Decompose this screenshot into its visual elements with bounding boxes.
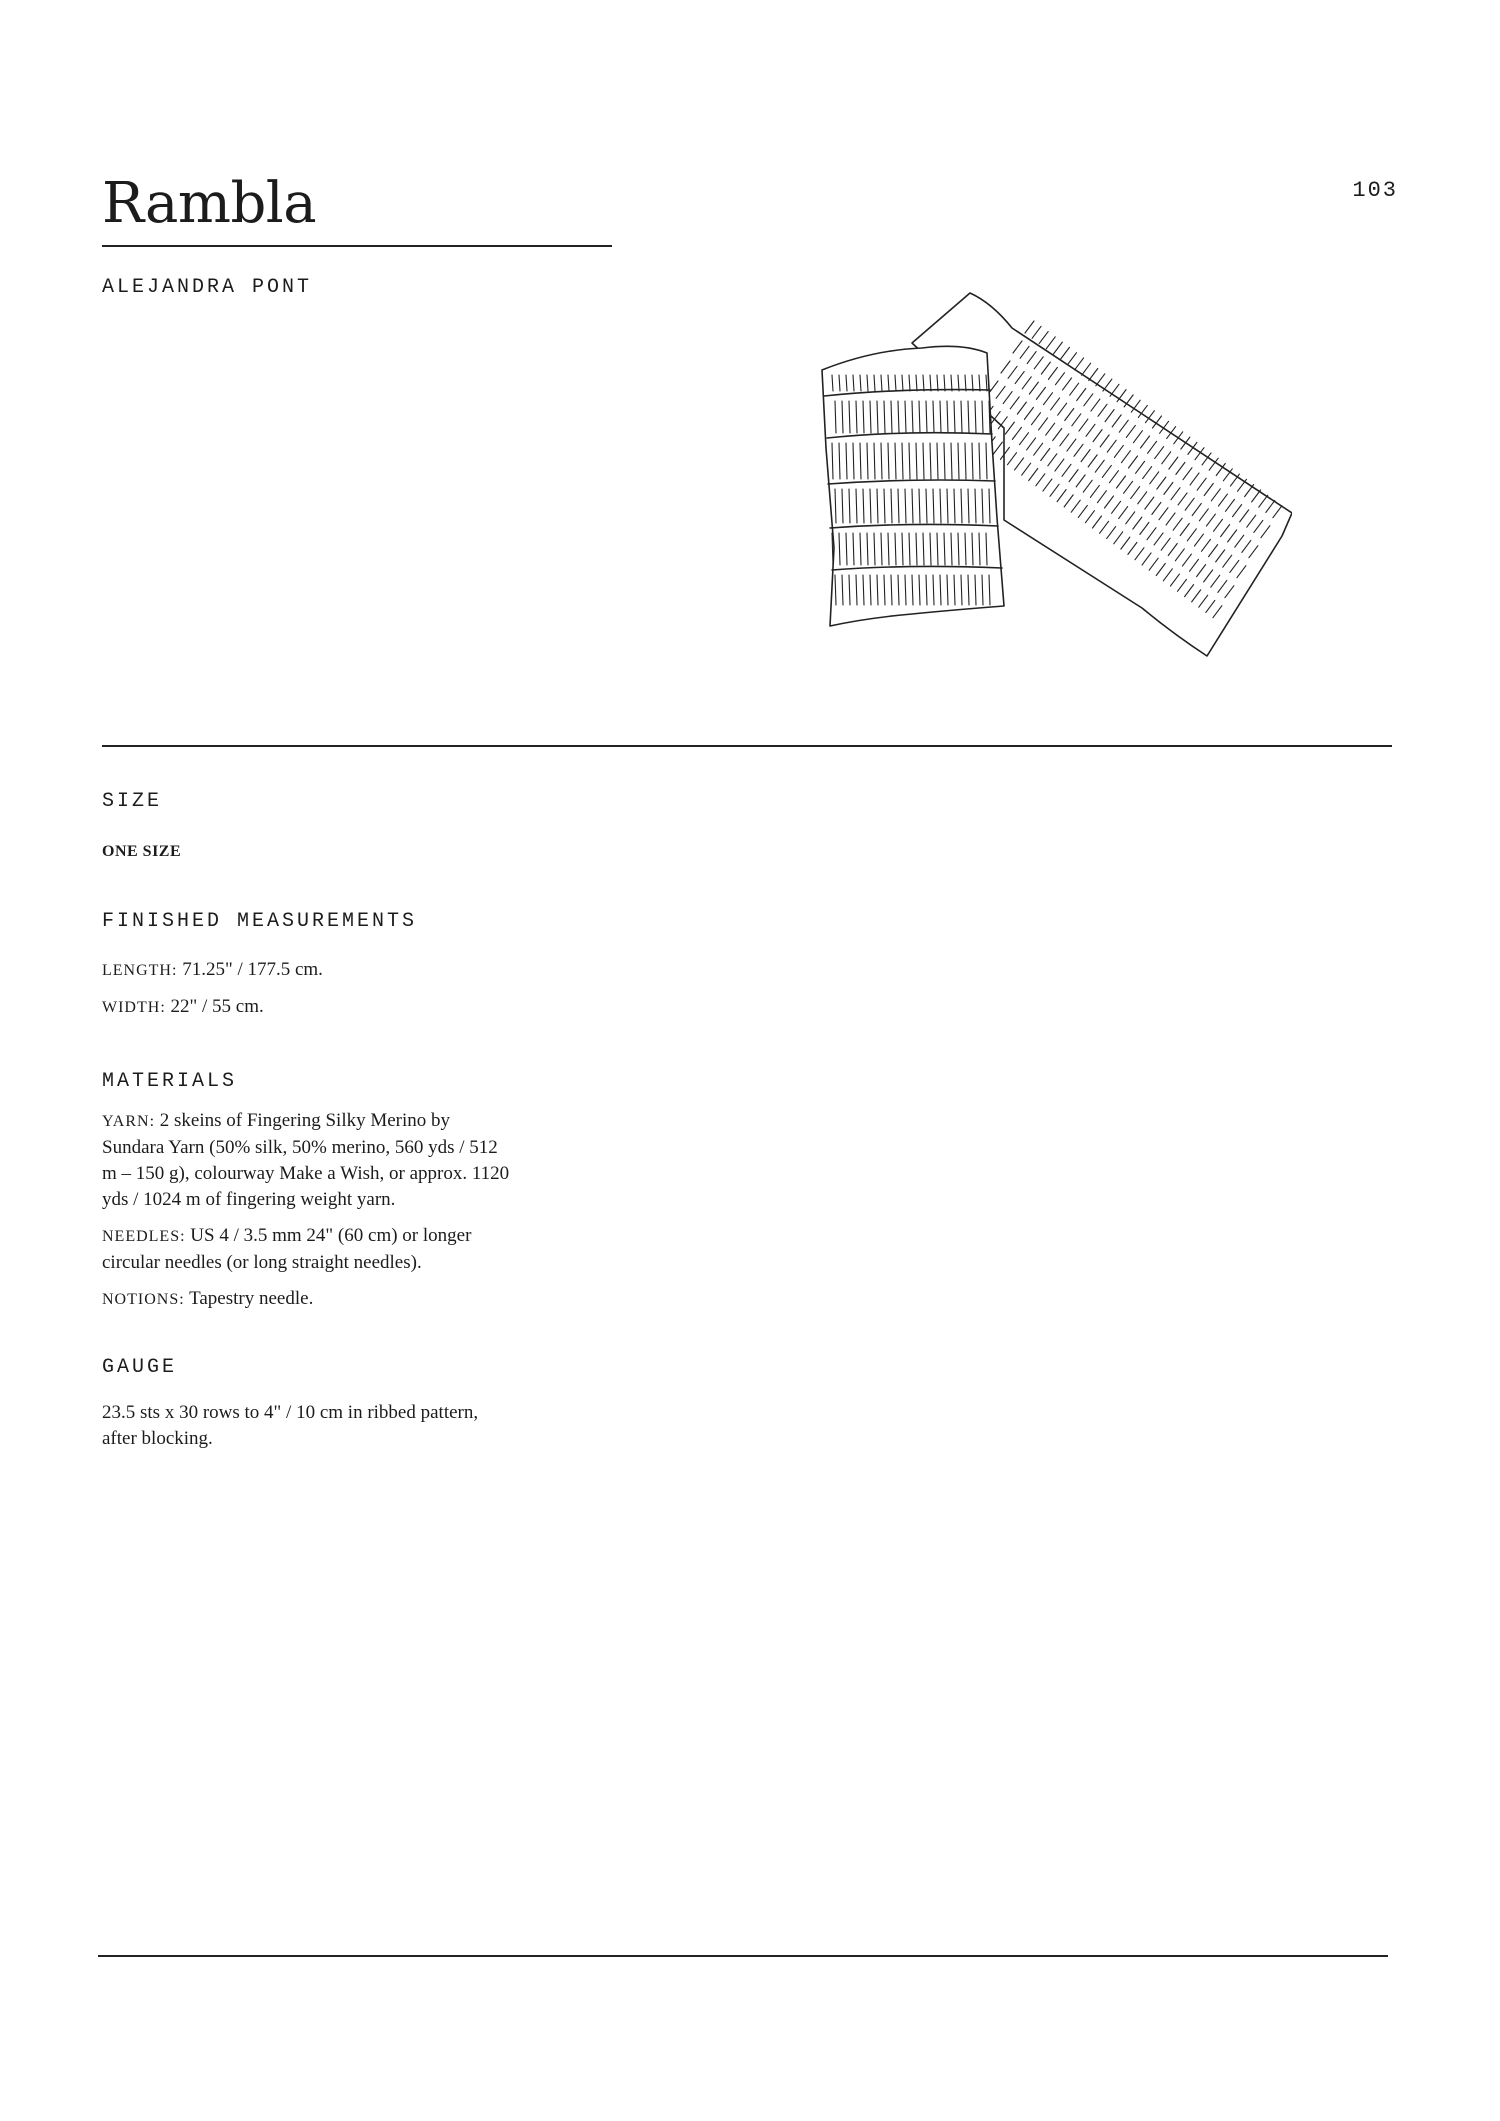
rib-stroke — [1128, 542, 1137, 554]
rib-stroke — [1043, 479, 1052, 491]
rib-stroke — [1069, 470, 1078, 482]
rib-stroke — [1112, 415, 1121, 427]
rib-stroke — [1214, 519, 1223, 531]
rib-stroke — [1100, 435, 1109, 447]
rib-stroke — [1178, 493, 1187, 505]
rib-stroke — [1003, 392, 1012, 404]
rib-stroke — [1228, 530, 1237, 542]
rib-stroke — [1089, 369, 1098, 381]
rib-stroke — [1266, 500, 1275, 512]
rib-stroke — [1013, 341, 1022, 353]
rib-stroke — [1093, 516, 1102, 528]
rib-stroke — [1081, 450, 1090, 462]
rib-stroke — [1048, 454, 1057, 466]
rib-stroke — [1015, 458, 1024, 470]
rib-stroke — [1062, 464, 1071, 476]
rib-stroke — [1075, 358, 1084, 370]
rib-stroke — [1119, 420, 1128, 432]
rib-stroke — [1053, 342, 1062, 354]
rib-stroke — [1173, 518, 1182, 530]
rib-stroke — [1218, 494, 1227, 506]
rib-stroke — [1254, 520, 1263, 532]
size-value: ONE SIZE — [102, 843, 182, 860]
page-title: Rambla — [102, 171, 317, 236]
rib-stroke — [1233, 505, 1242, 517]
rib-stroke — [1204, 570, 1213, 582]
page-number: 103 — [1352, 178, 1398, 203]
gauge-heading: GAUGE — [102, 1356, 178, 1379]
rib-stroke — [1176, 462, 1185, 474]
rib-stroke — [1000, 447, 1009, 459]
rib-stroke — [1131, 487, 1140, 499]
rib-stroke — [1060, 434, 1069, 446]
rib-stroke — [1211, 575, 1220, 587]
rib-stroke — [1117, 476, 1126, 488]
rib-stroke — [1124, 481, 1133, 493]
rib-stroke — [1056, 373, 1065, 385]
rib-stroke — [1175, 549, 1184, 561]
rib-stroke — [1036, 474, 1045, 486]
rib-stroke — [1249, 546, 1258, 558]
rib-stroke — [1182, 554, 1191, 566]
rib-stroke — [1077, 389, 1086, 401]
rib-stroke — [1126, 512, 1135, 524]
rib-stroke — [1209, 545, 1218, 557]
yarn-line — [102, 1108, 512, 1213]
rib-stroke — [1046, 337, 1055, 349]
rib-stroke — [1143, 467, 1152, 479]
length-value: 71.25" / 177.5 cm. — [182, 959, 323, 980]
rib-stroke — [1199, 595, 1208, 607]
rib-stroke — [1204, 484, 1213, 496]
rib-stroke — [1181, 437, 1190, 449]
rib-stroke — [1078, 505, 1087, 517]
rib-stroke — [1055, 459, 1064, 471]
rib-stroke — [1112, 501, 1121, 513]
rib-stroke — [1261, 526, 1270, 538]
author-name: ALEJANDRA PONT — [102, 276, 313, 299]
rib-stroke — [1093, 430, 1102, 442]
rib-stroke — [1048, 367, 1057, 379]
rib-stroke — [1114, 532, 1123, 544]
rib-stroke — [1034, 357, 1043, 369]
rib-stroke — [1032, 413, 1041, 425]
rib-stroke — [1252, 490, 1261, 502]
rib-stroke — [1138, 492, 1147, 504]
rib-stroke — [1230, 560, 1239, 572]
rib-stroke — [1162, 452, 1171, 464]
rib-stroke — [1102, 465, 1111, 477]
rib-stroke — [1141, 436, 1150, 448]
rib-stroke — [1105, 496, 1114, 508]
rib-stroke — [1119, 507, 1128, 519]
rib-stroke — [1084, 394, 1093, 406]
rib-stroke — [1190, 473, 1199, 485]
rib-stroke — [1079, 419, 1088, 431]
rib-stroke — [1126, 425, 1135, 437]
rib-stroke — [1032, 326, 1041, 338]
rib-stroke — [1223, 555, 1232, 567]
rib-stroke — [1067, 439, 1076, 451]
rib-stroke — [1025, 321, 1034, 333]
rib-stroke — [1245, 485, 1254, 497]
rib-stroke — [1012, 427, 1021, 439]
rib-stroke — [1154, 533, 1163, 545]
rib-stroke — [1027, 352, 1036, 364]
finished-measurements-heading: FINISHED MEASUREMENTS — [102, 910, 418, 933]
width-label: WIDTH: — [102, 999, 166, 1016]
length-label: LENGTH: — [102, 962, 178, 979]
rib-stroke — [1091, 399, 1100, 411]
rib-stroke — [1105, 410, 1114, 422]
rib-stroke — [1086, 424, 1095, 436]
rib-stroke — [1247, 515, 1256, 527]
rib-stroke — [1060, 347, 1069, 359]
rib-stroke — [1169, 457, 1178, 469]
rib-stroke — [1242, 540, 1251, 552]
rib-stroke — [1027, 438, 1036, 450]
yarn-label: YARN: — [102, 1113, 156, 1130]
rib-stroke — [1039, 418, 1048, 430]
rib-stroke — [1090, 485, 1099, 497]
needles-line — [102, 1223, 512, 1276]
rib-stroke — [1240, 510, 1249, 522]
rib-stroke — [1008, 453, 1017, 465]
scarf-illustration-icon — [812, 288, 1292, 668]
rib-stroke — [1095, 460, 1104, 472]
rib-stroke — [1221, 525, 1230, 537]
rib-stroke — [1226, 499, 1235, 511]
rib-stroke — [1155, 447, 1164, 459]
section-divider — [102, 745, 1392, 747]
rib-stroke — [1157, 477, 1166, 489]
rib-stroke — [1129, 456, 1138, 468]
rib-stroke — [1015, 372, 1024, 384]
rib-stroke — [1206, 514, 1215, 526]
rib-stroke — [1005, 422, 1014, 434]
rib-stroke — [1050, 484, 1059, 496]
rib-stroke — [1238, 479, 1247, 491]
rib-stroke — [1197, 478, 1206, 490]
rib-stroke — [1150, 472, 1159, 484]
needles-label: NEEDLES: — [102, 1228, 186, 1245]
rib-stroke — [1168, 544, 1177, 556]
rib-stroke — [1072, 414, 1081, 426]
rib-stroke — [1082, 363, 1091, 375]
rib-stroke — [1071, 500, 1080, 512]
rib-stroke — [1070, 383, 1079, 395]
rib-stroke — [1053, 429, 1062, 441]
rib-stroke — [1063, 378, 1072, 390]
rib-stroke — [1022, 463, 1031, 475]
rib-stroke — [1135, 548, 1144, 560]
footer-rule — [98, 1955, 1388, 1957]
rib-stroke — [1187, 529, 1196, 541]
rib-stroke — [1022, 377, 1031, 389]
rib-stroke — [1237, 566, 1246, 578]
needles-value: US 4 / 3.5 mm 24" (60 cm) or longer circular needles (or long straight needles). — [102, 1225, 472, 1273]
rib-stroke — [1202, 539, 1211, 551]
gauge-block — [102, 1400, 512, 1462]
rib-stroke — [1017, 402, 1026, 414]
rib-stroke — [1156, 564, 1165, 576]
rib-stroke — [1163, 569, 1172, 581]
rib-stroke — [1133, 431, 1142, 443]
rib-stroke — [1010, 397, 1019, 409]
rib-stroke — [1192, 590, 1201, 602]
rib-stroke — [1147, 528, 1156, 540]
rib-stroke — [1149, 558, 1158, 570]
notions-label: NOTIONS: — [102, 1291, 185, 1308]
rib-stroke — [1098, 404, 1107, 416]
rib-stroke — [1041, 362, 1050, 374]
rib-stroke — [989, 381, 998, 393]
rib-stroke — [1088, 455, 1097, 467]
rib-stroke — [1064, 495, 1073, 507]
rib-stroke — [1190, 559, 1199, 571]
rib-stroke — [1046, 423, 1055, 435]
rib-stroke — [1211, 489, 1220, 501]
rib-stroke — [1107, 440, 1116, 452]
rib-stroke — [1218, 580, 1227, 592]
rib-stroke — [1192, 504, 1201, 516]
rib-stroke — [1216, 550, 1225, 562]
rib-stroke — [1074, 444, 1083, 456]
rib-stroke — [1171, 488, 1180, 500]
rib-stroke — [1068, 353, 1077, 365]
rib-stroke — [1145, 497, 1154, 509]
rib-stroke — [1051, 398, 1060, 410]
rib-stroke — [1001, 361, 1010, 373]
rib-stroke — [993, 442, 1002, 454]
rib-stroke — [1235, 535, 1244, 547]
rib-stroke — [1194, 534, 1203, 546]
rib-stroke — [1058, 403, 1067, 415]
width-line — [102, 994, 522, 1021]
rib-stroke — [1008, 366, 1017, 378]
rib-stroke — [1140, 522, 1149, 534]
rib-stroke — [1133, 517, 1142, 529]
rib-stroke — [1259, 495, 1268, 507]
size-value-block — [102, 838, 522, 875]
measurements-block — [102, 957, 522, 1031]
rib-stroke — [1159, 508, 1168, 520]
rib-stroke — [1166, 513, 1175, 525]
materials-block — [102, 1108, 512, 1323]
rib-stroke — [1020, 433, 1029, 445]
rib-stroke — [1197, 565, 1206, 577]
rib-stroke — [1114, 445, 1123, 457]
rib-stroke — [1029, 382, 1038, 394]
rib-stroke — [1152, 502, 1161, 514]
rib-stroke — [1036, 387, 1045, 399]
rib-stroke — [1107, 527, 1116, 539]
rib-stroke — [1029, 469, 1038, 481]
rib-stroke — [1041, 449, 1050, 461]
rib-stroke — [1225, 586, 1234, 598]
notions-line — [102, 1286, 512, 1313]
rib-stroke — [1185, 498, 1194, 510]
rib-stroke — [1142, 553, 1151, 565]
rib-stroke — [1167, 427, 1176, 439]
rib-stroke — [1121, 537, 1130, 549]
rib-stroke — [1057, 490, 1066, 502]
rib-stroke — [1100, 521, 1109, 533]
rib-stroke — [1096, 374, 1105, 386]
rib-stroke — [1213, 606, 1222, 618]
length-line — [102, 957, 522, 984]
rib-stroke — [1148, 441, 1157, 453]
rib-stroke — [1178, 579, 1187, 591]
rib-stroke — [1083, 480, 1092, 492]
rib-stroke — [1136, 461, 1145, 473]
rib-stroke — [1121, 451, 1130, 463]
rib-stroke — [1039, 332, 1048, 344]
gauge-value: 23.5 sts x 30 rows to 4" / 10 cm in ribbed pattern, after blocking. — [102, 1402, 479, 1449]
rib-stroke — [1110, 384, 1119, 396]
rib-stroke — [1161, 538, 1170, 550]
rib-stroke — [1183, 468, 1192, 480]
rib-stroke — [1085, 511, 1094, 523]
rib-stroke — [1273, 506, 1282, 518]
rib-stroke — [1065, 409, 1074, 421]
rib-stroke — [1170, 574, 1179, 586]
rib-stroke — [1174, 432, 1183, 444]
rib-stroke — [1199, 509, 1208, 521]
yarn-value: 2 skeins of Fingering Silky Merino by Sundara Yarn (50% silk, 50% merino, 560 yds / 512 m – 150 g), colourway Make a Wish, or approx. 1120 yds / 1024 m of fingering weight yarn. — [102, 1110, 510, 1210]
materials-heading: MATERIALS — [102, 1070, 238, 1093]
rib-stroke — [1044, 393, 1053, 405]
rib-stroke — [1164, 482, 1173, 494]
width-value: 22" / 55 cm. — [170, 996, 264, 1017]
notions-value: Tapestry needle. — [189, 1288, 314, 1309]
rib-stroke — [1109, 471, 1118, 483]
rib-stroke — [1185, 585, 1194, 597]
rib-stroke — [1076, 475, 1085, 487]
rib-stroke — [1206, 600, 1215, 612]
rib-stroke — [1034, 443, 1043, 455]
rib-stroke — [1020, 346, 1029, 358]
rib-stroke — [996, 386, 1005, 398]
rib-stroke — [1180, 524, 1189, 536]
rib-stroke — [1097, 491, 1106, 503]
rib-stroke — [1024, 407, 1033, 419]
size-heading: SIZE — [102, 790, 163, 813]
title-underline — [102, 245, 612, 247]
rib-stroke — [1103, 379, 1112, 391]
